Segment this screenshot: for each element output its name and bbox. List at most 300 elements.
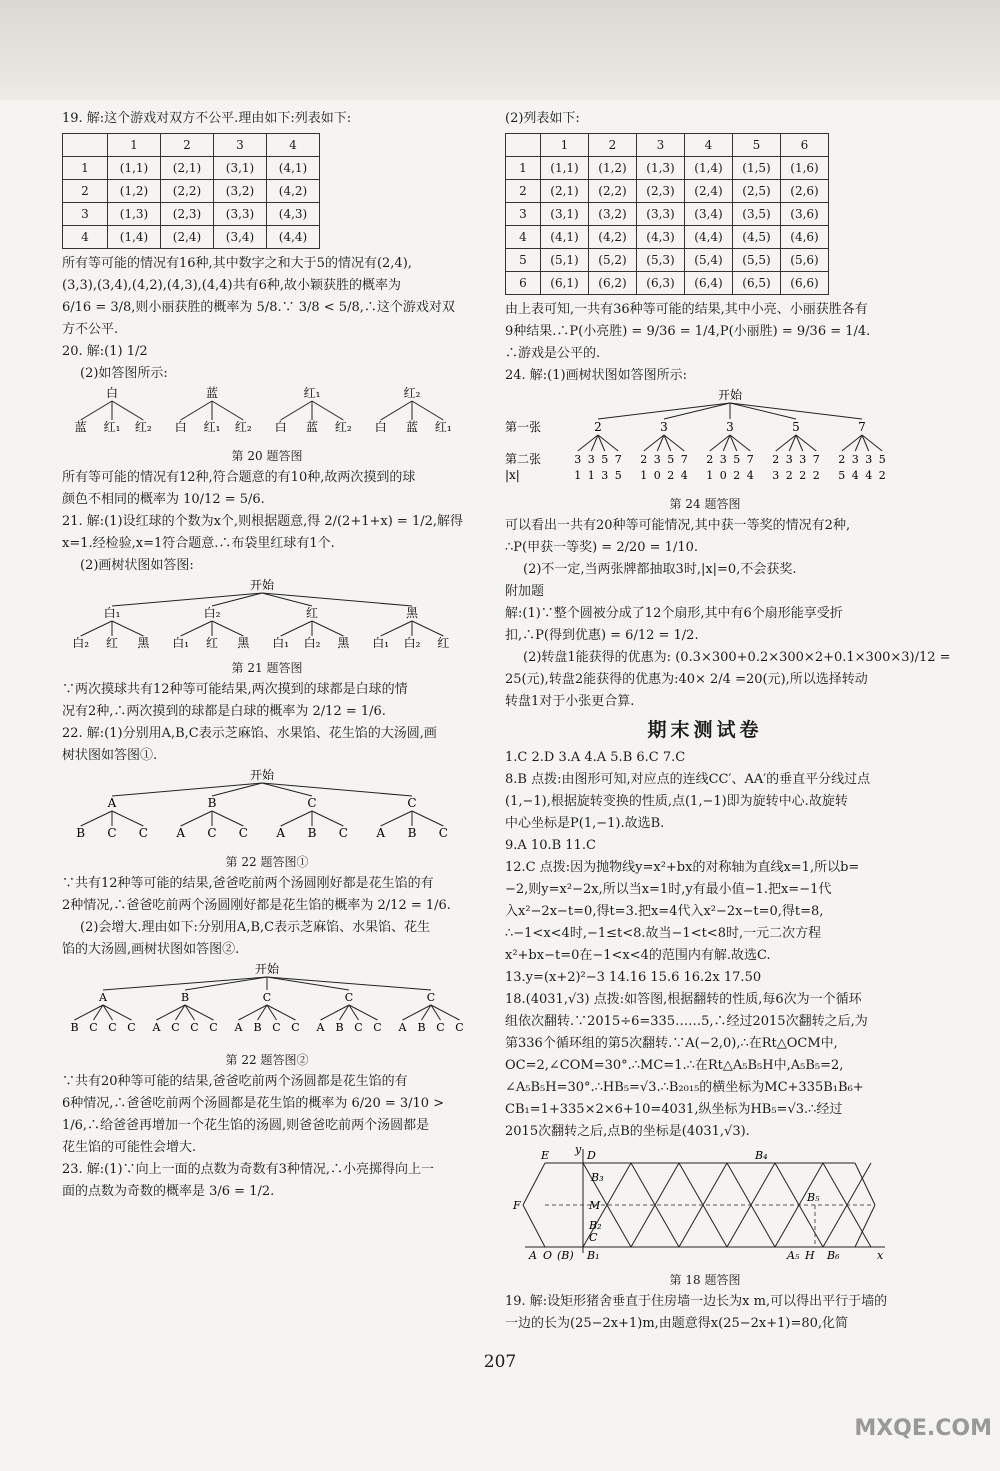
tree-branch — [81, 621, 112, 636]
tree-node: C — [407, 796, 417, 810]
figure-shape — [703, 1163, 727, 1205]
t21-line: 21. 解:(1)设红球的个数为x个,则根据题意,得 2/(2+1+x) = 1/2,解得 — [62, 514, 463, 529]
q19-line: 19. 解:设矩形猪舍垂直于住房墙一边长为x m,可以得出平行于墙的 — [505, 1294, 888, 1309]
tree-branch — [381, 401, 412, 420]
dice-table-cell: 4 — [506, 226, 541, 249]
tree-node: 3 — [726, 420, 734, 434]
dice-table-cell: (6,4) — [685, 272, 733, 295]
tree-branch — [112, 783, 262, 796]
dice-table-cell: 3 — [637, 134, 685, 157]
figure-shape — [607, 1163, 631, 1205]
t22-line: 6种情况,∴爸爸吃前两个汤圆都是花生馅的概率为 6/20 = 3/10 > — [62, 1096, 445, 1111]
tree-node: 5 — [792, 420, 800, 434]
t19-table-row — [63, 226, 320, 249]
dice-table-row — [506, 226, 829, 249]
t19-table-cell: (3,3) — [214, 203, 267, 226]
tree-node: 5 — [733, 453, 741, 466]
t24-tree-diagram — [505, 387, 905, 485]
tree-node: 5 — [838, 469, 846, 482]
t19-table-cell: 4 — [63, 226, 108, 249]
tree-node: 白 — [274, 420, 287, 434]
tree-node: 白₂ — [303, 636, 321, 649]
tree-branch — [267, 977, 431, 990]
dice-table-cell: (4,1) — [541, 226, 589, 249]
t19-line: 方不公平. — [62, 322, 119, 337]
tree-node: 7 — [680, 453, 688, 466]
extra-title: 附加题 — [505, 584, 545, 599]
dice-table-cell: 6 — [506, 272, 541, 295]
t22-line: 22. 解:(1)分别用A,B,C表示芝麻馅、水果馅、花生馅的大汤圆,画 — [62, 726, 437, 741]
t20-part2: (2)如答图所示: — [80, 366, 168, 381]
tree-branch — [312, 811, 343, 826]
dice-table-cell: (1,1) — [541, 157, 589, 180]
tree-node: 红₁ — [203, 420, 221, 434]
figure-label: E — [541, 1149, 550, 1162]
dice-table-row — [506, 134, 829, 157]
tree-node: 开始 — [717, 388, 743, 402]
tree-node: 1 — [574, 469, 582, 482]
figure-shape — [523, 1205, 545, 1247]
tree-node: C — [272, 1021, 281, 1034]
tree-node: B — [407, 826, 417, 840]
figure-label: O — [543, 1249, 553, 1261]
tree-node: 红 — [437, 636, 450, 649]
tree-branch — [262, 593, 412, 606]
t19-table-cell: (3,4) — [214, 226, 267, 249]
tree-node: 红 — [105, 636, 119, 649]
t21-line: 况有2种,∴两次摸到的球都是白球的概率为 2/12 = 1/6. — [62, 704, 386, 719]
dice-table-cell: (6,6) — [781, 272, 829, 295]
tree-node: 3 — [601, 469, 609, 482]
dice-table-cell — [506, 134, 541, 157]
tree-node: 蓝 — [74, 420, 87, 434]
tree-node: C — [107, 826, 117, 840]
page-header-shadow — [0, 0, 1000, 100]
tree-branch — [598, 403, 730, 419]
dice-table-cell: (4,4) — [685, 226, 733, 249]
q19-line: 一边的长为(25−2x+1)m,由题意得x(25−2x+1)=80,化简 — [505, 1316, 849, 1331]
t22-line: 馅的大汤圆,画树状图如答图②. — [62, 942, 240, 957]
t22-line: 树状图如答图①. — [62, 748, 158, 763]
figure-shape — [523, 1163, 545, 1205]
q18-caption: 第 18 题答图 — [669, 1273, 741, 1287]
tree-node: 0 — [653, 469, 661, 482]
tree-node: 3 — [799, 453, 807, 466]
dice-table-cell: 1 — [541, 134, 589, 157]
dice-table-cell: 6 — [781, 134, 829, 157]
tree-node: A — [376, 826, 386, 840]
tree-node: 白₁ — [103, 606, 121, 620]
figure-label: B₄ — [755, 1149, 768, 1162]
answer-line: ∴−1<x<4时,−1≤t<8.故当−1<t<8时,一元二次方程 — [505, 926, 822, 941]
t19-table-row — [63, 134, 320, 157]
t19-table-cell: (1,2) — [108, 180, 161, 203]
tree-branch — [181, 401, 212, 420]
tree-branch — [664, 403, 730, 419]
tree-node: A — [152, 1021, 161, 1034]
t19-table-cell: 3 — [214, 134, 267, 157]
figure-label: M — [589, 1199, 601, 1212]
answer-line: 入x²−2x−t=0,得t=3.把x=4代入x²−2x−t=0,得t=8, — [505, 904, 824, 919]
t21-caption: 第 21 题答图 — [231, 661, 303, 675]
dice-table-cell: 2 — [589, 134, 637, 157]
t24-line: 可以看出一共有20种等可能情况,其中获一等奖的情况有2种, — [505, 518, 851, 533]
t22-line: 1/6,∴给爸爸再增加一个花生馅的汤圆,则爸爸吃前两个汤圆都是 — [62, 1118, 430, 1133]
dice-table-cell: 5 — [733, 134, 781, 157]
tree-row-label: 第二张 — [505, 452, 542, 466]
t19-table-cell: (4,4) — [267, 226, 320, 249]
tree-node: 1 — [640, 469, 648, 482]
dice-table-cell: (5,6) — [781, 249, 829, 272]
tree-node: 2 — [812, 469, 820, 482]
tree-branch — [81, 811, 112, 826]
dice-table-cell: (4,5) — [733, 226, 781, 249]
t19-table-cell: (2,3) — [161, 203, 214, 226]
dice-table — [505, 133, 829, 295]
tree-node: C — [354, 1021, 363, 1034]
tree-node: 3 — [660, 420, 668, 434]
dice-table-row — [506, 249, 829, 272]
tree-node: 7 — [812, 453, 820, 466]
figure-label: B₆ — [827, 1249, 840, 1261]
tree-node: 4 — [746, 469, 754, 482]
tree-branch — [212, 811, 243, 826]
tree-branch — [281, 621, 312, 636]
dice-table-row — [506, 157, 829, 180]
t19-line: 6/16 = 3/8,则小丽获胜的概率为 5/8.∵ 3/8 < 5/8,∴这个游戏对双 — [62, 300, 455, 315]
tree-node: 白 — [374, 420, 387, 434]
tree-node: C — [89, 1021, 98, 1034]
figure-label: F — [513, 1199, 521, 1212]
tree-node: C — [455, 1021, 464, 1034]
figure-shape — [847, 1163, 871, 1205]
t19-table — [62, 133, 320, 249]
dice-table-cell: (1,5) — [733, 157, 781, 180]
tree-node: 4 — [851, 469, 859, 482]
tree-node: 红₁ — [303, 386, 321, 400]
figure-shape — [607, 1205, 631, 1247]
t19-line: (3,3),(3,4),(4,2),(4,3),(4,4)共有6种,故小颖获胜的概率为 — [62, 278, 402, 293]
tree-node: B — [417, 1021, 426, 1034]
tree-node: 7 — [614, 453, 622, 466]
dice-table-cell: (6,1) — [541, 272, 589, 295]
tree-node: 白₂ — [72, 636, 90, 649]
dice-table-cell: (2,3) — [637, 180, 685, 203]
t19-table-cell: (2,1) — [161, 157, 214, 180]
t20-line: 颜色不相同的概率为 10/12 = 5/6. — [62, 492, 265, 507]
tree-node: 5 — [667, 453, 675, 466]
tree-node: 黑 — [337, 636, 350, 649]
tree-node: 红 — [205, 636, 219, 649]
t23-line: 面的点数为奇数的概率是 3/6 = 1/2. — [62, 1184, 275, 1199]
tree-branch — [112, 811, 143, 826]
dice-table-cell: (3,3) — [637, 203, 685, 226]
tree-branch — [103, 977, 267, 990]
tree-node: 3 — [587, 453, 595, 466]
q18-line: ∠A₅B₅H=30°.∴HB₅=√3.∴B₂₀₁₅的横坐标为MC+335B₁B₆+ — [505, 1080, 864, 1095]
tree-node: 0 — [719, 469, 727, 482]
tree-node: 3 — [574, 453, 582, 466]
tree-node: C — [373, 1021, 382, 1034]
tree-node: A — [99, 991, 107, 1004]
t22-line: 2种情况,∴爸爸吃前两个汤圆刚好都是花生馅的概率为 2/12 = 1/6. — [62, 898, 451, 913]
tree-branch — [181, 621, 212, 636]
tree-node: 开始 — [254, 962, 280, 976]
tree-node: 红 — [305, 606, 319, 620]
tree-branch — [412, 621, 443, 636]
left-column — [62, 108, 472, 1203]
tree-node: C — [171, 1021, 180, 1034]
figure-label: A — [529, 1249, 537, 1261]
r-line: (2)列表如下: — [505, 111, 580, 126]
section-heading: 期末测试卷 — [647, 719, 763, 741]
tree-node: 红₂ — [234, 420, 252, 434]
tree-node: 2 — [640, 453, 648, 466]
dice-table-cell: 4 — [685, 134, 733, 157]
tree-branch — [730, 403, 796, 419]
extra-line: 25(元),转盘2能获得的优惠为:40× 2/4 =20(元),所以选择转动 — [505, 672, 868, 687]
answer-line: 9.A 10.B 11.C — [505, 838, 596, 853]
t19-table-row — [63, 203, 320, 226]
tree-branch — [381, 621, 412, 636]
t19-table-cell: 2 — [161, 134, 214, 157]
q18-line: 2015次翻转之后,点B的坐标是(4031,√3). — [505, 1124, 750, 1139]
tree-node: 白₁ — [372, 636, 390, 649]
extra-line: 解:(1)∵整个圆被分成了12个扇形,其中有6个扇形能享受折 — [505, 606, 843, 621]
tree-row-label: 第一张 — [505, 420, 542, 434]
tree-node: A — [316, 1021, 325, 1034]
tree-node: C — [426, 991, 436, 1004]
t19-table-cell: (4,2) — [267, 180, 320, 203]
q18-line: 第336个循环组的第5次翻转.∵A(−2,0),∴在Rt△OCM中, — [505, 1036, 838, 1051]
t24-line: (2)不一定,当两张牌都抽取3时,|x|=0,不会获奖. — [523, 562, 797, 577]
dice-table-cell: (5,4) — [685, 249, 733, 272]
tree-node: 蓝 — [405, 420, 419, 434]
t21-line: x=1.经检验,x=1符合题意.∴布袋里红球有1个. — [62, 536, 335, 551]
tree-node: 2 — [733, 469, 741, 482]
tree-node: 开始 — [249, 578, 275, 592]
tree-node: C — [127, 1021, 136, 1034]
dice-table-row — [506, 180, 829, 203]
tree-node: 2 — [706, 453, 714, 466]
t19-table-row — [63, 180, 320, 203]
t22-caption-2: 第 22 题答图② — [225, 1053, 309, 1067]
figure-label: C — [589, 1231, 598, 1244]
tree-branch — [312, 621, 343, 636]
dice-table-cell: (3,6) — [781, 203, 829, 226]
tree-node: 2 — [594, 420, 602, 434]
t22-line: ∵共有12种等可能的结果,爸爸吃前两个汤圆刚好都是花生馅的有 — [62, 876, 434, 891]
tree-branch — [381, 811, 412, 826]
t19-table-cell — [63, 134, 108, 157]
dice-table-cell: (1,2) — [589, 157, 637, 180]
tree-branch — [212, 401, 243, 420]
figure-shape — [847, 1205, 871, 1247]
figure-label: A₅ — [787, 1249, 800, 1261]
figure-shape — [655, 1163, 679, 1205]
dice-table-cell: (1,3) — [637, 157, 685, 180]
q18-line: CB₁=1+335×2×6+10=4031,纵坐标为HB₅=√3.∴经过 — [505, 1102, 843, 1117]
dice-table-cell: (2,1) — [541, 180, 589, 203]
t20-line: 所有等可能的情况有12种,符合题意的有10种,故两次摸到的球 — [62, 470, 416, 485]
dice-table-cell: (1,6) — [781, 157, 829, 180]
q18-figure — [505, 1143, 905, 1261]
tree-node: B — [307, 826, 317, 840]
t19-table-cell: (4,3) — [267, 203, 320, 226]
dice-table-row — [506, 272, 829, 295]
tree-node: 白₁ — [272, 636, 290, 649]
t22-tree-diagram-1 — [62, 767, 472, 843]
tree-branch — [181, 811, 212, 826]
tree-node: C — [338, 826, 348, 840]
dice-table-cell: (5,2) — [589, 249, 637, 272]
t19-head: 19. 解:这个游戏对双方不公平.理由如下:列表如下: — [62, 111, 352, 126]
tree-node: B — [207, 796, 217, 810]
tree-node: C — [436, 1021, 445, 1034]
tree-node: 白₂ — [203, 606, 221, 620]
tree-node: 红₁ — [103, 420, 121, 434]
tree-node: 2 — [785, 469, 793, 482]
tree-node: 2 — [799, 469, 807, 482]
tree-node: A — [107, 796, 117, 810]
tree-branch — [412, 811, 443, 826]
extra-line: 扣,∴P(得到优惠) = 6/12 = 1/2. — [505, 628, 699, 643]
dice-table-cell: (2,5) — [733, 180, 781, 203]
figure-label: B₅ — [807, 1191, 820, 1204]
t21-tree-diagram — [62, 577, 472, 649]
tree-node: 7 — [858, 420, 866, 434]
tree-node: 开始 — [249, 768, 275, 782]
answer-line: x²+bx−t=0在−1<x<4的范围内有解.故选C. — [505, 948, 771, 963]
tree-node: C — [207, 826, 217, 840]
tree-node: C — [344, 991, 354, 1004]
figure-shape — [751, 1205, 775, 1247]
tree-node: 红₂ — [403, 386, 421, 400]
tree-branch — [112, 401, 143, 420]
tree-node: A — [276, 826, 286, 840]
tree-branch — [212, 621, 243, 636]
page-number: 207 — [483, 1352, 517, 1372]
extra-line: (2)转盘1能获得的优惠为: (0.3×300+0.2×300×2+0.1×300×3)/12 = — [523, 650, 951, 665]
tree-branch — [281, 401, 312, 420]
tree-node: 3 — [865, 453, 873, 466]
tree-node: C — [438, 826, 448, 840]
tree-node: C — [238, 826, 248, 840]
tree-node: 1 — [587, 469, 595, 482]
t19-table-cell: (1,1) — [108, 157, 161, 180]
dice-table-cell: 1 — [506, 157, 541, 180]
figure-shape — [799, 1205, 823, 1247]
tree-node: 白 — [174, 420, 187, 434]
tree-node: 黑 — [405, 606, 419, 620]
figure-shape — [855, 1205, 875, 1247]
t20-caption: 第 20 题答图 — [231, 449, 303, 463]
figure-label: B₃ — [591, 1171, 604, 1184]
t24-line: ∴P(甲获一等奖) = 2/20 = 1/10. — [505, 540, 698, 555]
dice-table-cell: (6,3) — [637, 272, 685, 295]
q18-line: OC=2,∠COM=30°.∴MC=1.∴在Rt△A₅B₅H中,A₅B₅=2, — [505, 1058, 844, 1073]
dice-table-cell: (6,5) — [733, 272, 781, 295]
tree-node: 3 — [851, 453, 859, 466]
dice-table-cell: (6,2) — [589, 272, 637, 295]
tree-node: 黑 — [137, 636, 150, 649]
figure-shape — [655, 1205, 679, 1247]
figure-label: B₁ — [587, 1249, 600, 1261]
tree-node: 白₁ — [172, 636, 190, 649]
tree-branch — [312, 401, 343, 420]
dice-table-cell: (3,2) — [589, 203, 637, 226]
watermark-logo: MXQE.COM — [854, 1416, 992, 1441]
tree-node: 3 — [772, 469, 780, 482]
t24-line: 24. 解:(1)画树状图如答图所示: — [505, 368, 687, 383]
t21-line: ∵两次摸球共有12种等可能结果,两次摸到的球都是白球的情 — [62, 682, 408, 697]
dice-table-cell: (2,2) — [589, 180, 637, 203]
t22-line: 花生馅的可能性会增大. — [62, 1140, 197, 1155]
tree-node: C — [209, 1021, 218, 1034]
tree-node: 红₂ — [134, 420, 152, 434]
tree-node: C — [262, 991, 272, 1004]
answer-line: 1.C 2.D 3.A 4.A 5.B 6.C 7.C — [505, 750, 686, 765]
tree-node: 红₁ — [434, 420, 452, 434]
figure-label: B₂ — [589, 1219, 602, 1232]
dice-table-cell: (3,5) — [733, 203, 781, 226]
tree-branch — [730, 403, 862, 419]
tree-node: 5 — [878, 453, 886, 466]
tree-node: B — [180, 991, 190, 1004]
tree-node: C — [307, 796, 317, 810]
tree-node: 黑 — [237, 636, 250, 649]
answer-line: −2,则y=x²−2x,所以当x=1时,y有最小值−1.把x=−1代 — [505, 882, 832, 897]
extra-line: 转盘1对于小张更合算. — [505, 694, 635, 709]
t19-table-cell: (1,3) — [108, 203, 161, 226]
t19-table-cell: 4 — [267, 134, 320, 157]
tree-branch — [81, 401, 112, 420]
figure-shape — [703, 1205, 727, 1247]
tree-node: B — [253, 1021, 262, 1034]
q18-line: 18.(4031,√3) 点拨:如答图,根据翻转的性质,每6次为一个循环 — [505, 992, 862, 1007]
t22-line: (2)会增大.理由如下:分别用A,B,C表示芝麻馅、水果馅、花生 — [80, 920, 431, 935]
tree-node: 蓝 — [205, 386, 219, 400]
t22-line: ∵共有20种等可能的结果,爸爸吃前两个汤圆都是花生馅的有 — [62, 1074, 408, 1089]
answer-line: 8.B 点拨:由图形可知,对应点的连线CC′、AA′的垂直平分线过点 — [505, 772, 871, 787]
tree-node: B — [70, 1021, 79, 1034]
tree-node: 2 — [772, 453, 780, 466]
tree-node: 2 — [838, 453, 846, 466]
r-line: 9种结果.∴P(小亮胜) = 9/36 = 1/4,P(小丽胜) = 9/36 = 1/4. — [505, 324, 871, 339]
t22-tree-diagram-2 — [62, 961, 472, 1041]
figure-shape — [751, 1163, 775, 1205]
dice-table-cell: 5 — [506, 249, 541, 272]
figure-label: x — [877, 1249, 884, 1261]
right-column — [505, 108, 951, 1335]
t19-table-cell: (3,2) — [214, 180, 267, 203]
tree-branch — [185, 977, 267, 990]
tree-node: 3 — [653, 453, 661, 466]
answer-line: (1,−1),根据旋转变换的性质,点(1,−1)即为旋转中心.故旋转 — [505, 794, 848, 809]
tree-node: 蓝 — [305, 420, 319, 434]
tree-node: 3 — [785, 453, 793, 466]
r-line: 由上表可知,一共有36种等可能的结果,其中小亮、小丽获胜各有 — [505, 302, 868, 317]
dice-table-cell: (5,5) — [733, 249, 781, 272]
dice-table-cell: (4,6) — [781, 226, 829, 249]
t19-table-cell: (1,4) — [108, 226, 161, 249]
tree-node: 3 — [719, 453, 727, 466]
figure-label: H — [805, 1249, 815, 1261]
t23-line: 23. 解:(1)∵向上一面的点数为奇数有3种情况,∴小亮掷得向上一 — [62, 1162, 435, 1177]
tree-node: C — [108, 1021, 117, 1034]
t19-table-cell: (2,2) — [161, 180, 214, 203]
dice-table-cell: (5,1) — [541, 249, 589, 272]
